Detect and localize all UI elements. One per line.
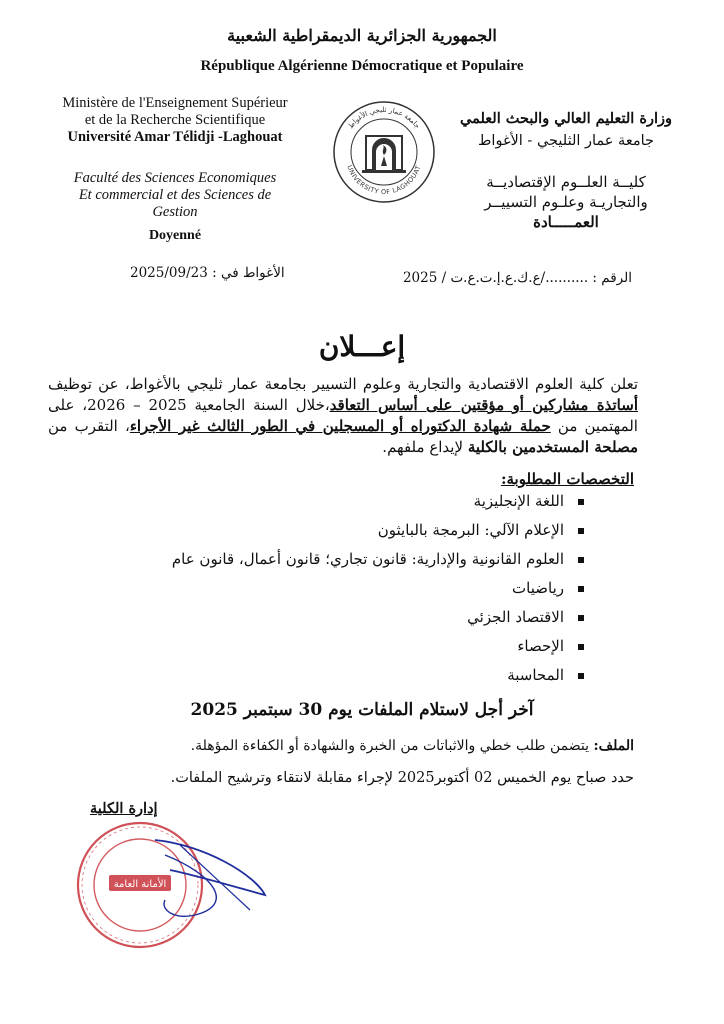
- specialties-list: [164, 492, 584, 695]
- list-item: اللغة الإنجليزية: [164, 492, 584, 510]
- ministry-block-ar: [426, 108, 706, 152]
- faculty-line1-ar: كليــة العلــوم الإقتصاديــة: [486, 173, 646, 191]
- body-part1: تعلن كلية العلوم الاقتصادية والتجارية وعلوم التسيير بجامعة عمار ثليجي بالأغواط، عن توظيف: [48, 375, 638, 393]
- official-stamp-icon: [65, 815, 275, 955]
- deadline-line: آخر أجل لاستلام الملفات يوم 30 سبتمبر 2025: [190, 700, 534, 720]
- signature-label: إدارة الكلية: [90, 800, 158, 817]
- specialties-title: التخصصات المطلوبة:: [500, 470, 634, 488]
- file-requirements: [191, 738, 634, 754]
- faculty-block-fr: [30, 170, 320, 221]
- faculty-line2-fr: Et commercial et des Sciences de: [78, 187, 272, 203]
- logo-ring-text-ar: جامعة عمار ثليجي الأغواط: [346, 105, 422, 131]
- header-country-ar: الجمهورية الجزائرية الديمقراطية الشعبية: [227, 26, 497, 45]
- announcement-title: إعـــلان: [318, 330, 406, 363]
- body-part3: ، التقرب من: [48, 417, 130, 435]
- logo-ring-text-en: UNIVERSITY OF LAGHOUAT: [345, 164, 423, 197]
- date-line: الأغواط في : 2025/09/23: [130, 265, 285, 281]
- ministry-line1-fr: Ministère de l'Enseignement Supérieur: [62, 95, 288, 111]
- list-item: الإعلام الآلي: البرمجة بالبايثون: [164, 521, 584, 539]
- stamp-center-text: الأمانة العامة: [113, 879, 167, 890]
- interview-date: حدد صباح يوم الخميس 02 أكتوبر2025 لإجراء مقابلة لانتقاء وترشيح الملفات.: [170, 770, 634, 786]
- announcement-body: [48, 374, 638, 458]
- faculty-line2-ar: والتجاريـة وعلـوم التسييــر: [484, 193, 648, 211]
- faculty-line3-fr: Gestion: [152, 204, 198, 220]
- ministry-block-fr: [30, 95, 320, 146]
- university-emblem-icon: [332, 100, 436, 204]
- body-bold2: حملة شهادة الدكتوراه أو المسجلين في الطور الثالث غير الأجراء: [129, 417, 551, 435]
- file-text: يتضمن طلب خطي والاثباتات من الخبرة والشهادة أو الكفاءة المؤهلة.: [190, 738, 594, 754]
- deanery-fr: Doyenné: [148, 228, 202, 243]
- list-item: العلوم القانونية والإدارية: قانون تجاري؛ قانون أعمال، قانون عام: [164, 550, 584, 568]
- ministry-ar: وزارة التعليم العالي والبحث العلمي: [460, 110, 672, 127]
- file-label: الملف:: [593, 738, 634, 754]
- university-fr: Université Amar Télidji -Laghouat: [67, 129, 283, 145]
- list-item: المحاسبة: [164, 666, 584, 684]
- body-part2: ،خلال السنة الجامعية 2025 – 2026، على المهتمين من: [48, 396, 638, 435]
- list-item: الإحصاء: [164, 637, 584, 655]
- body-bold3: مصلحة المستخدمين بالكلية: [467, 438, 638, 456]
- faculty-block-ar: [426, 172, 706, 232]
- list-item: رياضيات: [164, 579, 584, 597]
- header-country-fr: République Algérienne Démocratique et Populaire: [200, 58, 524, 74]
- deanery-ar: العمـــــادة: [533, 213, 599, 231]
- university-ar: جامعة عمار الثليجي - الأغواط: [478, 133, 654, 149]
- faculty-line1-fr: Faculté des Sciences Economiques: [73, 170, 277, 186]
- ministry-line2-fr: et de la Recherche Scientifique: [84, 112, 266, 128]
- body-part4: لإيداع ملفهم.: [382, 438, 464, 456]
- list-item: الاقتصاد الجزئي: [164, 608, 584, 626]
- body-bold1: أساتذة مشاركين أو مؤقتين على أساس التعاقد: [329, 396, 638, 414]
- reference-number: الرقم : ........../ع.ك.ع.إ.ت.ع.ت / 2025: [402, 270, 632, 286]
